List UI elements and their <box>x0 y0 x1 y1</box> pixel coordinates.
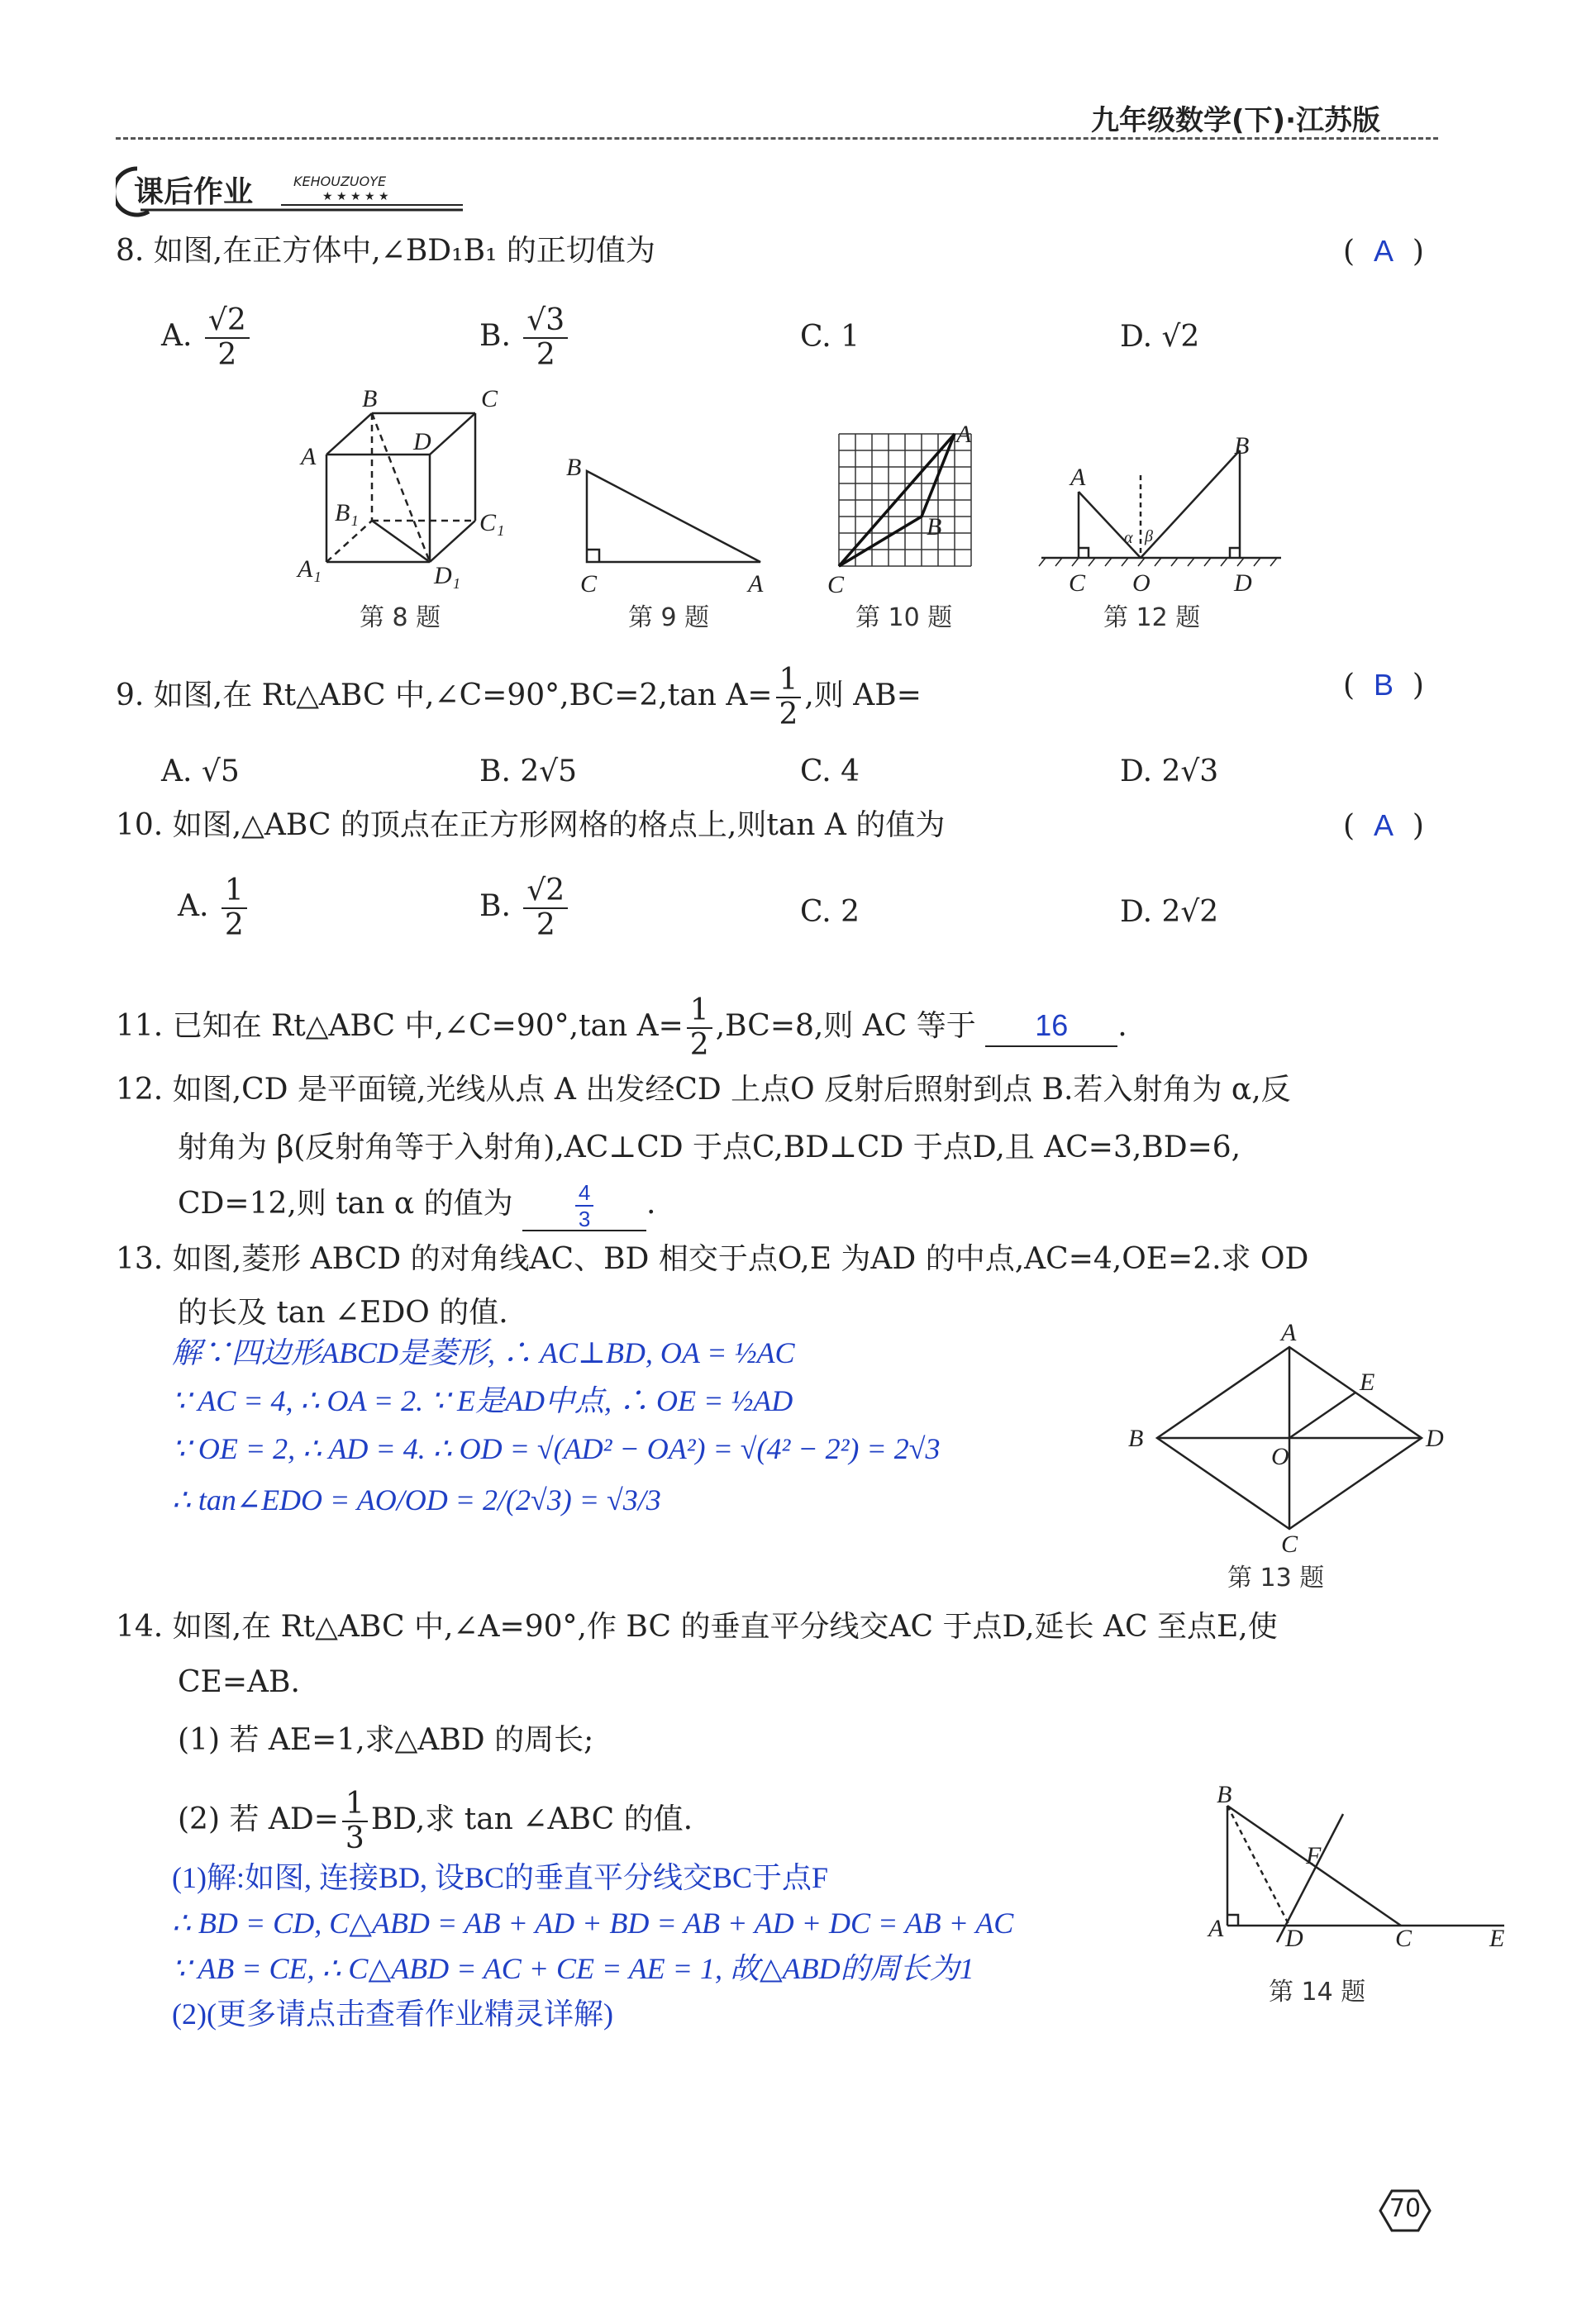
header-divider <box>116 137 1438 140</box>
q11-frac-num: 1 <box>687 996 712 1029</box>
q9-option-d: D. 2√3 <box>1120 755 1219 788</box>
q14-part2 <box>178 1789 693 1854</box>
q9-stem <box>116 665 922 730</box>
fig14-label-A: A <box>1208 1915 1224 1942</box>
fig14-label-F: F <box>1306 1842 1322 1869</box>
q13-line1: 13. 如图,菱形 ABCD 的对角线AC、BD 相交于点O,E 为AD 的中点,AC=4,OE=2.求 OD <box>116 1242 1309 1276</box>
q14-part2-b: BD,求 tan ∠ABC 的值. <box>370 1802 693 1836</box>
q11-answer: 16 <box>985 1006 1117 1047</box>
q12-line3 <box>178 1182 656 1231</box>
q13-solution-3: ∵ OE = 2, ∴ AD = 4. ∴ OD = √(AD² − OA²) = √(4² − 2²) = 2√3 <box>172 1432 941 1465</box>
fig8-label-D: D <box>413 428 431 455</box>
fig8-label-B: B <box>362 388 378 412</box>
q9-stem-a: 9. 如图,在 Rt△ABC 中,∠C=90°,BC=2,tan A= <box>116 678 773 712</box>
figure-13-rhombus <box>1116 1322 1463 1595</box>
fig10-label-B: B <box>927 513 942 540</box>
fig8-label-C1: C₁ <box>479 509 505 536</box>
q10-answer: A <box>1373 808 1394 842</box>
fig14-label-B: B <box>1217 1781 1232 1808</box>
fig13-label-E: E <box>1360 1369 1375 1396</box>
fig8-label-B1: B₁ <box>335 499 359 526</box>
page-number-text: 70 <box>1389 2194 1422 2223</box>
q8-answer-bracket: ( A ) <box>1343 234 1424 269</box>
q8-option-b-num: √3 <box>523 306 568 339</box>
fig12-label-D: D <box>1234 569 1252 597</box>
fig14-label-E: E <box>1489 1925 1505 1952</box>
q10-answer-bracket: ( A ) <box>1343 808 1424 843</box>
q9-option-c: C. 4 <box>800 755 860 788</box>
fig12-label-O: O <box>1132 569 1151 597</box>
q10-option-a-num: 1 <box>222 876 247 909</box>
q10-option-b <box>479 876 571 940</box>
fig12-label-B: B <box>1234 434 1250 459</box>
fig14-label-C: C <box>1395 1925 1413 1952</box>
figure-10-grid <box>822 417 1004 636</box>
q13-solution-4: ∴ tan∠EDO = AO/OD = 2/(2√3) = √3/3 <box>172 1483 661 1516</box>
fig13-caption: 第 13 题 <box>1227 1564 1325 1593</box>
fig13-label-A: A <box>1281 1322 1297 1346</box>
fig13-label-B: B <box>1128 1425 1144 1452</box>
q14-solution-4: (2)(更多请点击查看作业精灵详解) <box>172 1997 613 2031</box>
figure-8-cube <box>289 388 521 636</box>
fig10-label-C: C <box>827 571 845 598</box>
q8-option-b-den: 2 <box>536 338 555 372</box>
fig9-label-B: B <box>566 454 582 481</box>
figure-12-mirror <box>1037 434 1285 636</box>
q13-solution-2: ∵ AC = 4, ∴ OA = 2. ∵ E是AD中点, ∴ OE = ½AD <box>172 1384 793 1417</box>
q10-option-a-label: A. <box>178 889 209 923</box>
fig12-label-A: A <box>1070 464 1086 491</box>
fig12-label-C: C <box>1069 569 1086 597</box>
fig12-label-alpha: α <box>1124 529 1133 547</box>
q8-option-a <box>161 303 253 372</box>
q12-line2: 射角为 β(反射角等于入射角),AC⊥CD 于点C,BD⊥CD 于点D,且 AC=3,BD=6, <box>178 1131 1241 1164</box>
q10-option-a <box>178 876 250 940</box>
q9-stem-b: ,则 AB= <box>804 678 922 712</box>
q13-solution-1: 解∵四边形ABCD是菱形, ∴ AC⊥BD, OA = ½AC <box>172 1336 795 1369</box>
q14-part2-den: 3 <box>345 1821 364 1855</box>
q10-option-d: D. 2√2 <box>1120 895 1219 929</box>
fig13-label-O: O <box>1271 1443 1289 1470</box>
q9-frac-num: 1 <box>776 665 802 698</box>
q8-option-a-den: 2 <box>217 338 237 372</box>
fig8-label-A: A <box>301 443 317 470</box>
q10-stem: 10. 如图,△ABC 的顶点在正方形网格的格点上,则tan A 的值为 <box>116 808 946 842</box>
q9-answer-bracket: ( B ) <box>1343 668 1424 702</box>
q9-frac-den: 2 <box>779 698 798 731</box>
section-banner <box>116 162 479 220</box>
q9-option-a: A. √5 <box>161 755 240 788</box>
q10-option-b-den: 2 <box>536 908 555 942</box>
q14-part2-num: 1 <box>342 1789 368 1822</box>
figure-14-triangle <box>1207 1781 1513 2012</box>
fig10-label-A: A <box>956 421 972 448</box>
q12-answer-blank <box>522 1182 646 1231</box>
fig8-caption: 第 8 题 <box>360 603 441 632</box>
fig12-caption: 第 12 题 <box>1103 603 1201 632</box>
section-title: 课后作业 <box>134 175 254 209</box>
fig8-label-C: C <box>481 388 498 412</box>
header-title: 九年级数学(下)·江苏版 <box>1091 104 1380 137</box>
q13-line2: 的长及 tan ∠EDO 的值. <box>178 1296 508 1330</box>
q8-option-c: C. 1 <box>800 320 860 354</box>
q8-option-b <box>479 303 571 372</box>
q11-frac-den: 2 <box>689 1028 709 1062</box>
q11-stem-b: ,BC=8,则 AC 等于 <box>715 1009 976 1043</box>
q14-solution-1: (1)解:如图, 连接BD, 设BC的垂直平分线交BC于点F <box>172 1861 829 1894</box>
q8-answer: A <box>1373 234 1394 268</box>
section-stars: ★ ★ ★ ★ ★ <box>322 190 389 203</box>
figure-9-triangle <box>562 446 777 636</box>
q14-solution-3: ∵ AB = CE, ∴ C△ABD = AC + CE = AE = 1, 故△ABD的周长为1 <box>172 1952 974 1985</box>
q10-option-b-label: B. <box>479 889 511 923</box>
q14-part2-a: (2) 若 AD= <box>178 1802 339 1836</box>
fig13-label-D: D <box>1426 1425 1444 1452</box>
fig13-label-C: C <box>1281 1531 1298 1554</box>
q11-stem-a: 11. 已知在 Rt△ABC 中,∠C=90°,tan A= <box>116 1009 684 1043</box>
page-number <box>1372 2186 1438 2235</box>
q11-stem <box>116 993 1127 1062</box>
q8-option-a-num: √2 <box>205 306 250 339</box>
fig9-label-C: C <box>580 570 598 598</box>
fig9-label-A: A <box>748 570 764 598</box>
fig8-label-D1: D₁ <box>434 562 461 589</box>
fig14-caption: 第 14 题 <box>1269 1978 1366 2007</box>
q12-line3-text: CD=12,则 tan α 的值为 <box>178 1187 513 1221</box>
q12-answer-num: 4 <box>575 1182 593 1207</box>
fig10-caption: 第 10 题 <box>855 603 953 632</box>
fig14-label-D: D <box>1285 1925 1303 1952</box>
q8-option-a-label: A. <box>161 319 193 353</box>
q14-part1: (1) 若 AE=1,求△ABD 的周长; <box>178 1723 594 1757</box>
q11-end: . <box>1117 1009 1127 1043</box>
q10-option-b-num: √2 <box>523 876 568 909</box>
q9-answer: B <box>1373 668 1394 702</box>
q12-line1: 12. 如图,CD 是平面镜,光线从点 A 出发经CD 上点O 反射后照射到点 B.若入射角为 α,反 <box>116 1073 1291 1107</box>
q9-option-b: B. 2√5 <box>479 755 578 788</box>
fig8-label-A1: A₁ <box>298 555 322 583</box>
section-subtitle: KEHOUZUOYE <box>293 174 387 189</box>
fig9-caption: 第 9 题 <box>628 603 710 632</box>
q12-answer-den: 3 <box>578 1207 591 1231</box>
q10-option-a-den: 2 <box>224 908 244 942</box>
q8-option-d: D. √2 <box>1120 320 1200 354</box>
q8-stem: 8. 如图,在正方体中,∠BD₁B₁ 的正切值为 <box>116 234 655 268</box>
q12-end: . <box>646 1187 656 1221</box>
q8-option-b-label: B. <box>479 319 511 353</box>
q10-option-c: C. 2 <box>800 895 860 929</box>
q14-line1: 14. 如图,在 Rt△ABC 中,∠A=90°,作 BC 的垂直平分线交AC 于点D,延长 AC 至点E,使 <box>116 1610 1278 1644</box>
q14-solution-2: ∴ BD = CD, C△ABD = AB + AD + BD = AB + AD + DC = AB + AC <box>172 1907 1014 1940</box>
q14-line2: CE=AB. <box>178 1665 300 1699</box>
fig12-label-beta: β <box>1145 527 1153 545</box>
